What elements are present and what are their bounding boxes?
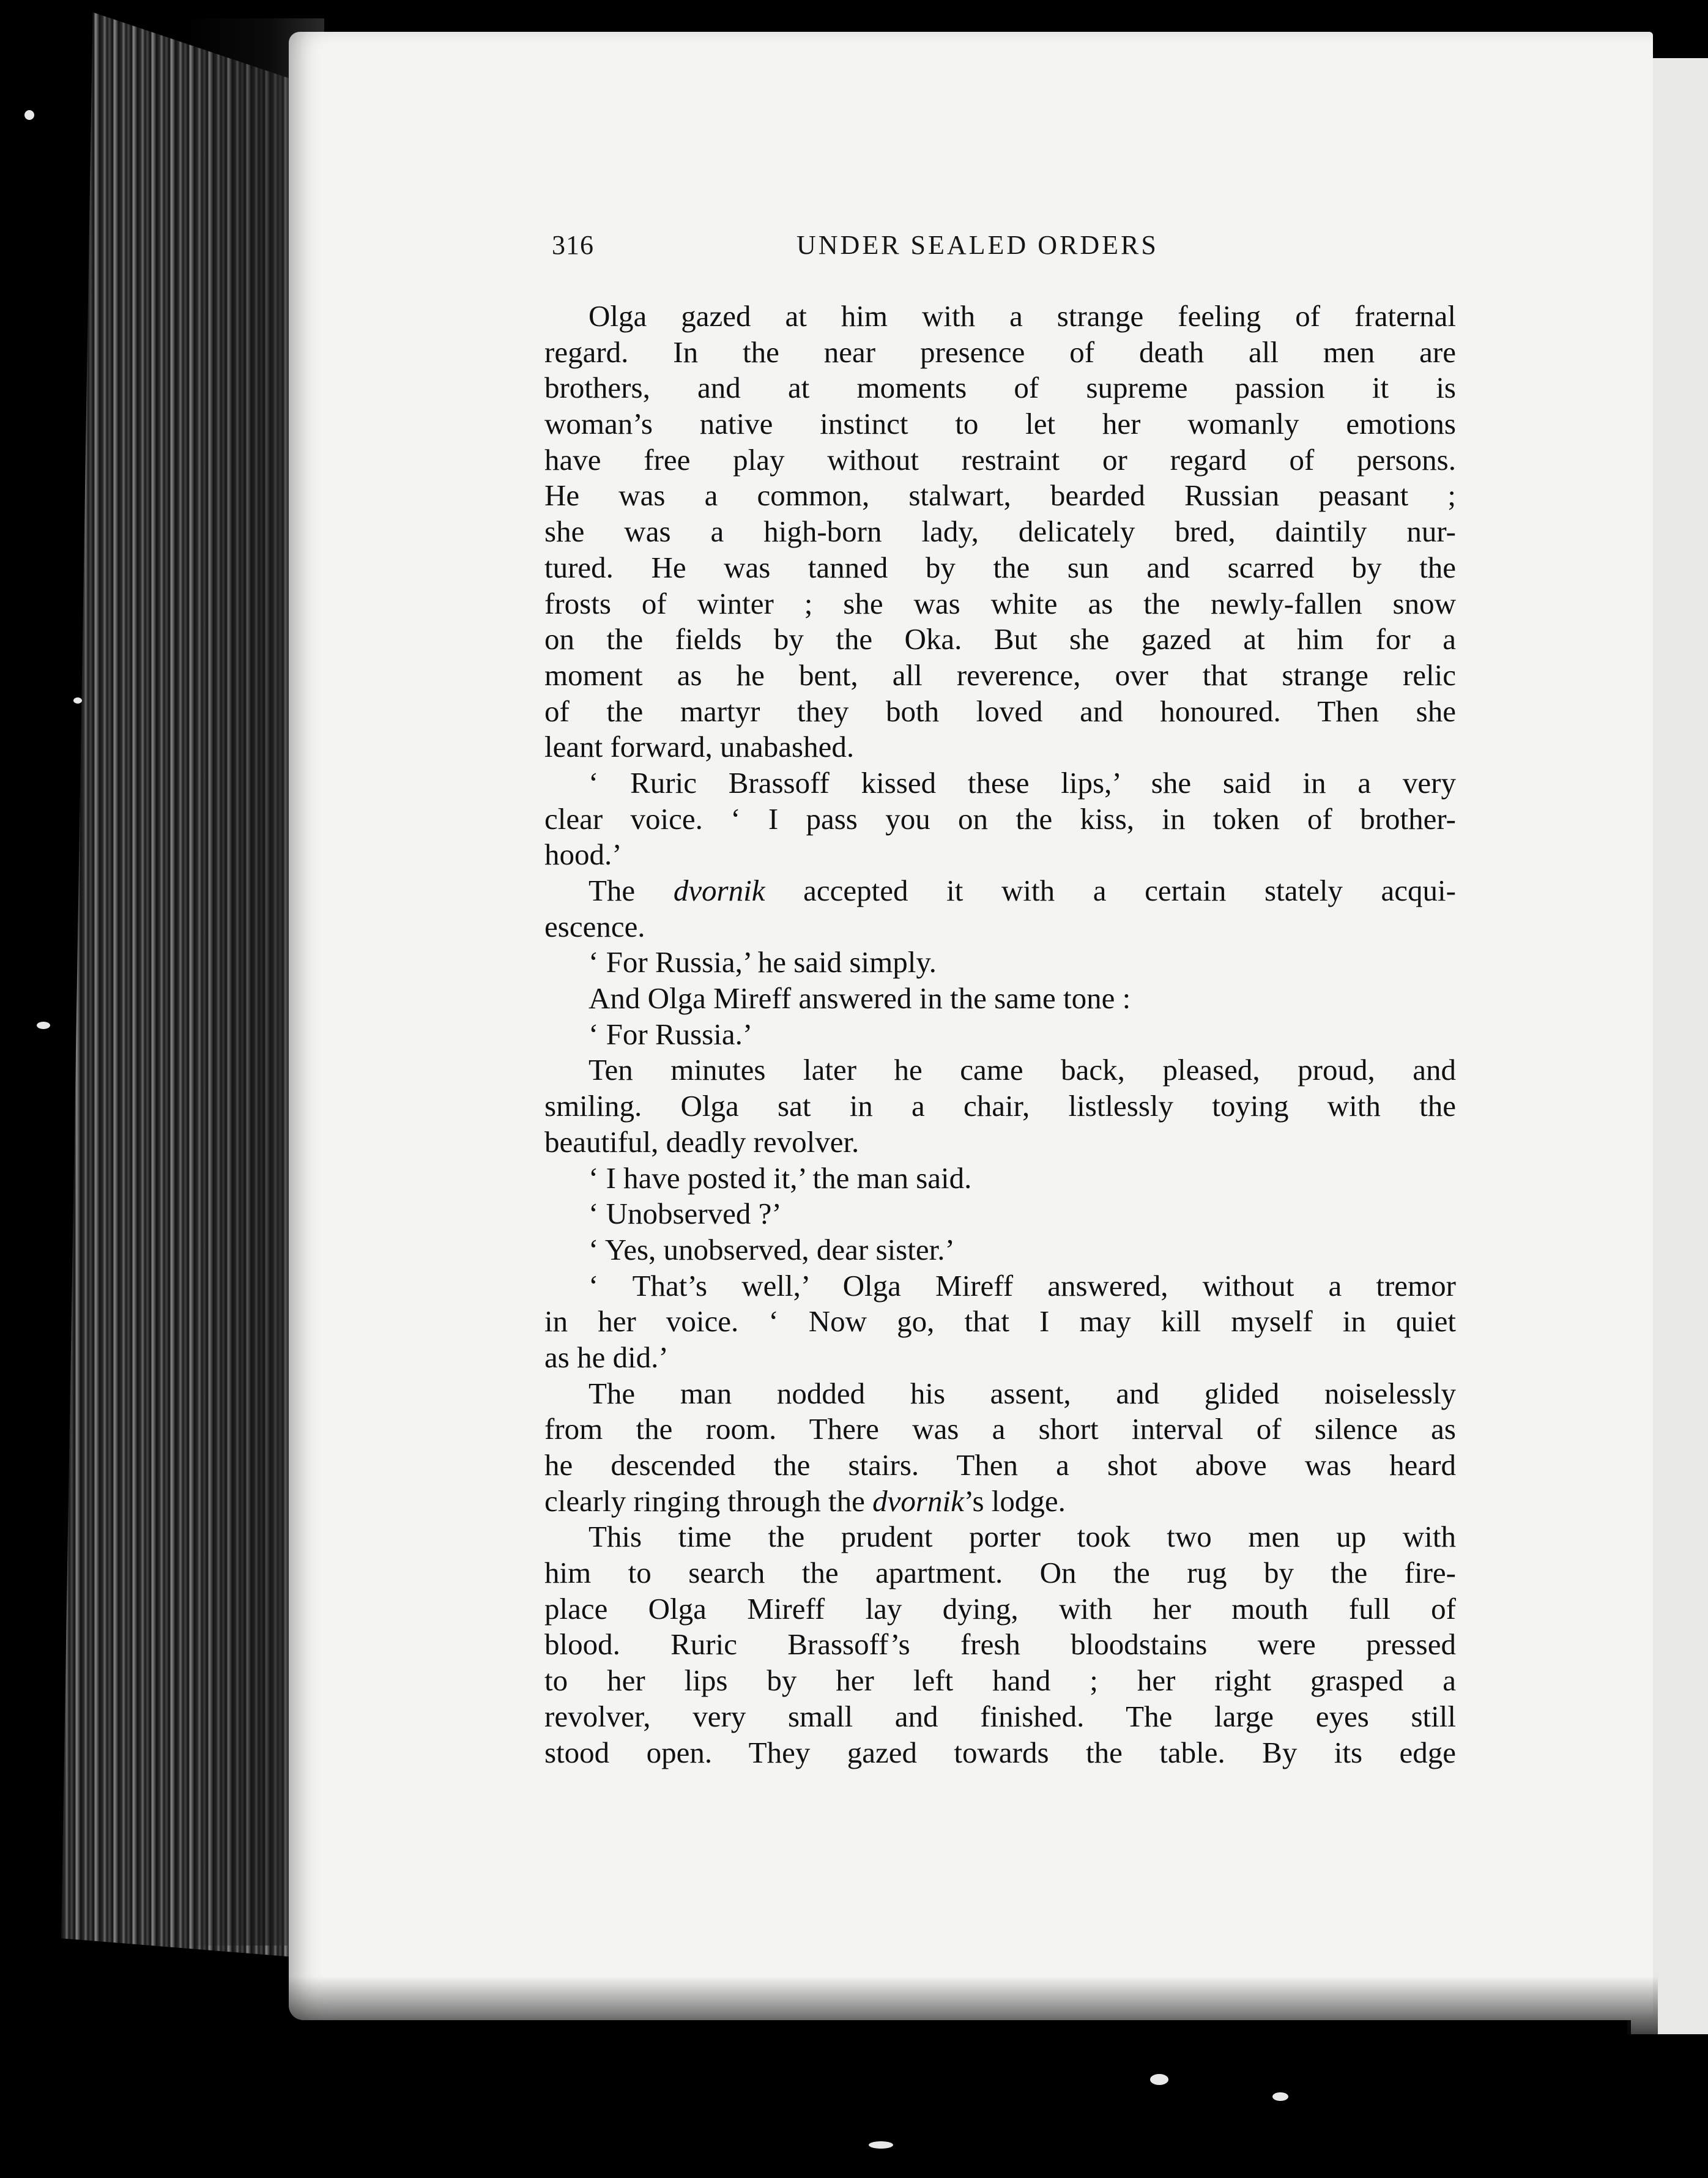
text-line: ‘ That’s well,’ Olga Mireff answered, without a tremor bbox=[589, 1268, 1456, 1303]
text-line: hood.’ bbox=[544, 838, 622, 872]
text-line: tured. He was tanned by the sun and scarred by the bbox=[544, 550, 1456, 584]
text-line: from the room. There was a short interval of silence as bbox=[544, 1412, 1456, 1446]
text-line: he descended the stairs. Then a shot above was heard bbox=[544, 1448, 1456, 1482]
text-line: place Olga Mireff lay dying, with her mouth full of bbox=[544, 1591, 1456, 1626]
text-line: brothers, and at moments of supreme passion it is bbox=[544, 371, 1456, 405]
text-line: clearly ringing through the dvornik’s lodge. bbox=[544, 1484, 1066, 1518]
text-line: frosts of winter ; she was white as the newly-fallen snow bbox=[544, 586, 1456, 620]
text-line: Ten minutes later he came back, pleased, proud, and bbox=[589, 1053, 1456, 1087]
text-line: escence. bbox=[544, 909, 645, 943]
text-line: The man nodded his assent, and glided noiselessly bbox=[589, 1376, 1456, 1410]
text-line: ‘ Yes, unobserved, dear sister.’ bbox=[589, 1232, 955, 1266]
scan-speck bbox=[1150, 2074, 1168, 2085]
text-line: have free play without restraint or regard of persons. bbox=[544, 442, 1456, 477]
text-line: moment as he bent, all reverence, over that strange relic bbox=[544, 658, 1456, 692]
text-line: Olga gazed at him with a strange feeling of fraternal bbox=[589, 299, 1456, 333]
text-line: This time the prudent porter took two men up with bbox=[589, 1520, 1456, 1554]
page-header bbox=[552, 229, 1457, 272]
text-line: ‘ For Russia.’ bbox=[589, 1017, 753, 1051]
text-line: to her lips by her left hand ; her right grasped a bbox=[544, 1663, 1456, 1698]
italic-word: dvornik bbox=[673, 874, 765, 907]
text-line: blood. Ruric Brassoff’s fresh bloodstains were pressed bbox=[544, 1627, 1456, 1662]
scan-speck bbox=[24, 110, 34, 120]
text-line: And Olga Mireff answered in the same tone : bbox=[589, 981, 1131, 1016]
text-line: revolver, very small and finished. The large eyes still bbox=[544, 1699, 1456, 1733]
text-line: as he did.’ bbox=[544, 1340, 669, 1374]
text-line: ‘ For Russia,’ he said simply. bbox=[589, 945, 937, 979]
text-line: she was a high-born lady, delicately bred, daintily nur- bbox=[544, 515, 1456, 549]
text-line: stood open. They gazed towards the table. By its edge bbox=[544, 1735, 1456, 1769]
text-line: ‘ Ruric Brassoff kissed these lips,’ she said in a very bbox=[589, 765, 1456, 800]
text-line: The dvornik accepted it with a certain stately acqui- bbox=[589, 874, 1456, 907]
scan-speck bbox=[37, 1022, 50, 1029]
text-line: beautiful, deadly revolver. bbox=[544, 1124, 860, 1159]
text-line: He was a common, stalwart, bearded Russian peasant ; bbox=[544, 478, 1456, 513]
scan-speck bbox=[1272, 2092, 1288, 2101]
text-line: leant forward, unabashed. bbox=[544, 730, 855, 764]
text-line: him to search the apartment. On the rug by the fire- bbox=[544, 1556, 1456, 1590]
scan-speck bbox=[869, 2141, 893, 2149]
italic-word: dvornik bbox=[872, 1484, 964, 1518]
text-line: on the fields by the Oka. But she gazed at him for a bbox=[544, 622, 1456, 656]
text-line: of the martyr they both loved and honoured. Then she bbox=[544, 694, 1456, 728]
text-line: woman’s native instinct to let her womanly emotions bbox=[544, 407, 1456, 441]
text-line: smiling. Olga sat in a chair, listlessly toying with the bbox=[544, 1089, 1456, 1123]
page-number: 316 bbox=[552, 230, 594, 260]
running-head: UNDER SEALED ORDERS bbox=[796, 230, 1159, 260]
text-line: ‘ I have posted it,’ the man said. bbox=[589, 1161, 972, 1195]
scan-speck bbox=[73, 697, 82, 704]
text-line: in her voice. ‘ Now go, that I may kill myself in quiet bbox=[544, 1304, 1456, 1339]
text-line: ‘ Unobserved ?’ bbox=[589, 1197, 782, 1231]
text-line: clear voice. ‘ I pass you on the kiss, in token of brother- bbox=[544, 801, 1456, 836]
body-text bbox=[544, 299, 1456, 1771]
text-line: regard. In the near presence of death all men are bbox=[544, 335, 1456, 369]
bottom-shadow bbox=[288, 1976, 1658, 2050]
